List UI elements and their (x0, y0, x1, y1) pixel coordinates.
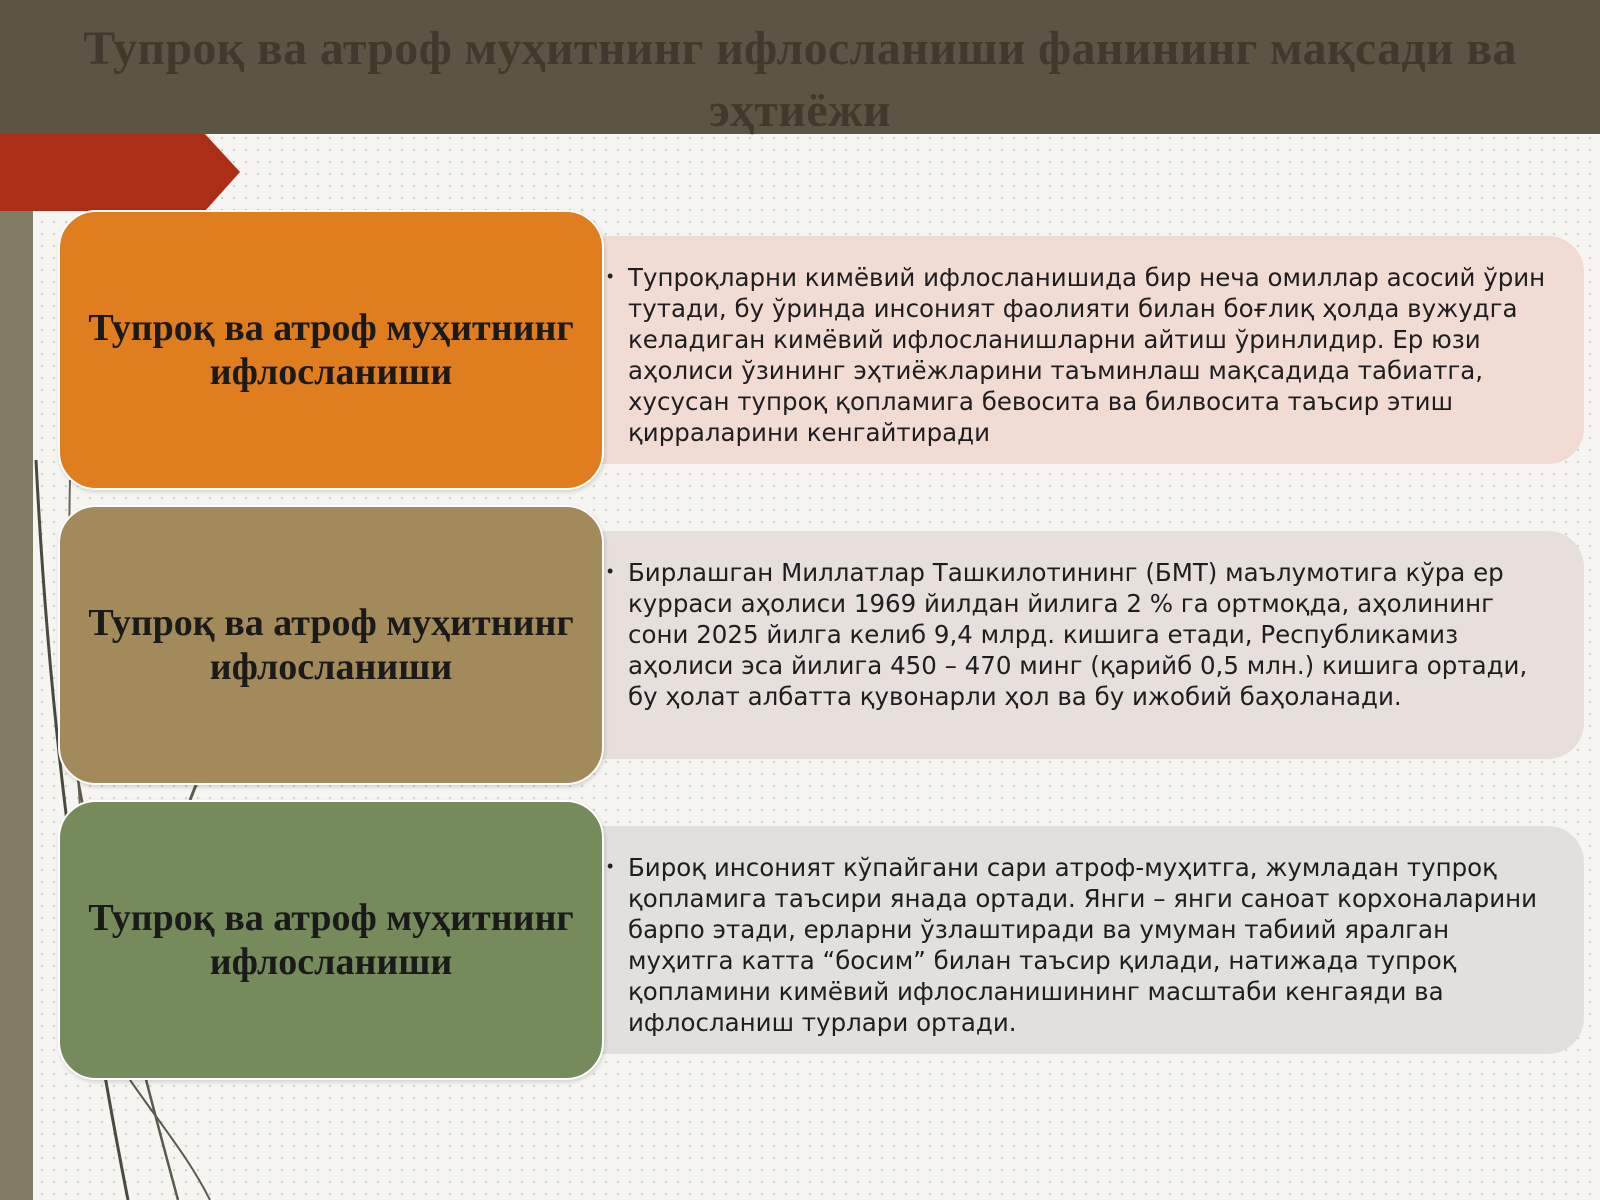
row-content-text: Тупроқларни кимёвий ифлосланишида бир неча омиллар асосий ўрин тутади, бу ўринда инсоният фаолияти билан боғлиқ ҳолда вужудга келадиган кимёвий ифлосланишларни айтиш ўринлидир. Ер юзи аҳолиси ўзининг эҳтиёжларини таъминлаш мақсадида табиатга, хусусан тупроқ қопламига бевосита ва билвосита таъсир этиш қирраларини кенгайтиради (628, 263, 1546, 447)
row-label: Тупроқ ва атроф муҳитнинг ифлосланиши (88, 602, 574, 688)
row-content-panel (590, 531, 1584, 759)
bullet-icon: • (607, 856, 614, 876)
row-content-panel (590, 826, 1584, 1054)
row-content-text: Бирлашган Миллатлар Ташкилотининг (БМТ) маълумотига кўра ер курраси аҳолиси 1969 йилдан йилига 2 % га ортмоқда, аҳолининг сони 2025 йилга келиб 9,4 млрд. кишига етади, Республикамиз аҳолиси эса йилига 450 – 470 минг (қарийб 0,5 млн.) кишига ортади, бу ҳолат албатта қувонарли ҳол ва бу ижобий баҳоланади. (628, 558, 1528, 711)
row-content-text: Бироқ инсоният кўпайгани сари атроф-муҳитга, жумладан тупроқ қопламига таъсири янада ортади. Янги – янги саноат корхоналарини барпо этади, ерларни ўзлаштиради ва умуман табиий яралган муҳитга катта “босим” билан таъсир қилади, натижада тупроқ қопламини кимёвий ифлосланишининг масштаби кенгаяди ва ифлосланиш турлари ортади. (628, 853, 1538, 1037)
row-label: Тупроқ ва атроф муҳитнинг ифлосланиши (88, 897, 574, 983)
bullet-icon: • (607, 561, 614, 581)
row-content-panel (590, 236, 1584, 464)
row-label-box (58, 800, 604, 1080)
row-label-box (58, 505, 604, 785)
bullet-icon: • (607, 266, 614, 286)
row-label: Тупроқ ва атроф муҳитнинг ифлосланиши (88, 307, 574, 393)
slide-title: Тупроқ ва атроф муҳитнинг ифлосланиши фанининг мақсади ва эҳтиёжи (83, 22, 1517, 137)
row-label-box (58, 210, 604, 490)
